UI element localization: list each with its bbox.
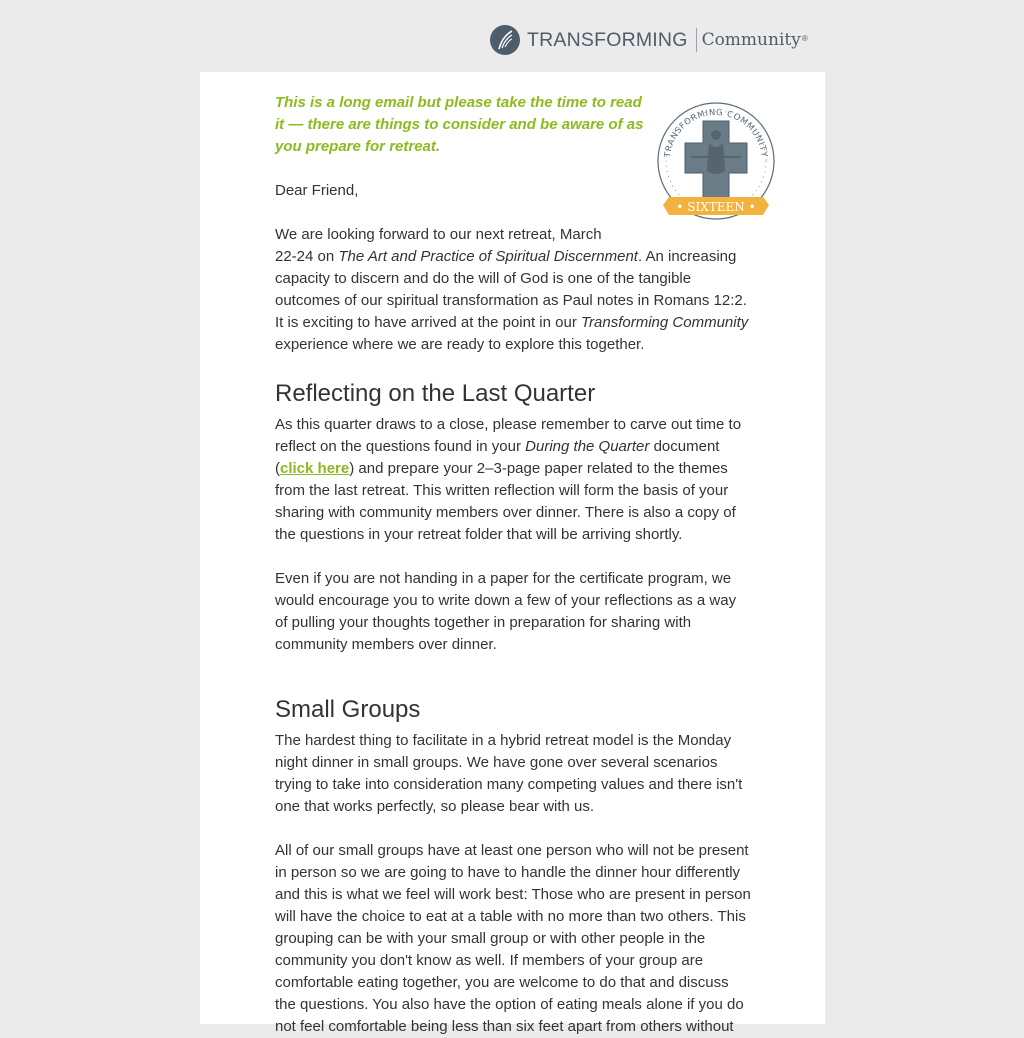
reflecting-paragraph-2: Even if you are not handing in a paper for the certificate program, we would encourage you to write down a few of your reflections as a way of pulling your thoughts together in preparation for sharing with community members over dinner.	[275, 570, 737, 653]
section-heading-small-groups: Small Groups	[275, 696, 421, 723]
small-groups-paragraph-1: The hardest thing to facilitate in a hybrid retreat model is the Monday night dinner in small groups. We have gone over several scenarios trying to take into consideration many competing values and there isn't one that works perfectly, so please bear with us.	[275, 732, 743, 815]
reflecting-paragraph-1	[275, 414, 751, 546]
emblem-ring-text: TRANSFORMING COMMUNITY	[663, 107, 769, 159]
retreat-text-c: . An increasing capacity to discern and do the will of God is one of the tangible outcomes of our spiritual transformation as Paul notes in Romans 12:2. It is exciting to have arrived at the point in our	[275, 248, 747, 331]
registered-mark: ®	[801, 33, 808, 43]
intro-notice: This is a long email but please take the time to read it — there are things to consider and be aware of as you prepare for retreat.	[275, 94, 644, 155]
brand-subtitle: Community	[701, 30, 801, 50]
small-groups-paragraph-2: All of our small groups have at least one person who will not be present in person so we are going to have to handle the dinner hour differently and this is what we feel will work best: Those who are present in person will have the choice to eat at a table with no more than two others. This grouping can be with your small group or with other people in the community you don't know as well. If members of your group are comfortable eating together, you are welcome to do that and discuss the questions. You also have the option of eating meals alone if you do not feel comfortable being less than six feet apart from others without	[275, 842, 751, 1035]
greeting: Dear Friend,	[275, 182, 359, 199]
brand-logo	[490, 24, 808, 56]
reflecting-text-a: As this quarter draws to a close, please remember to carve out time to reflect on the questions found in your	[275, 416, 742, 455]
retreat-text-e: experience where we are ready to explore this together.	[275, 336, 645, 353]
reflecting-text-c: document (	[275, 438, 720, 477]
email-body-card	[200, 72, 825, 1035]
email-content	[275, 92, 751, 1038]
click-here-link[interactable]: click here	[280, 460, 350, 477]
emblem-wrap-spacer	[623, 224, 751, 246]
retreat-text-a: We are looking forward to our next retreat, March 22-24 on	[275, 226, 602, 265]
retreat-title: The Art and Practice of Spiritual Discernment	[338, 248, 638, 265]
during-quarter-doc: During the Quarter	[525, 438, 650, 455]
section-heading-reflecting: Reflecting on the Last Quarter	[275, 380, 596, 407]
retreat-paragraph	[275, 224, 751, 356]
reflecting-text-d: ) and prepare your 2–3-page paper related to the themes from the last retreat. This written reflection will form the basis of your sharing with community members over dinner. There is also a copy of the questions in your retreat folder that will be arriving shortly.	[275, 460, 736, 543]
program-name: Transforming Community	[581, 314, 749, 331]
brand-divider	[696, 28, 697, 52]
brand-name: TRANSFORMING	[527, 28, 688, 51]
emblem-banner-text: • SIXTEEN •	[676, 200, 756, 214]
leaf-logo-icon	[490, 25, 520, 55]
